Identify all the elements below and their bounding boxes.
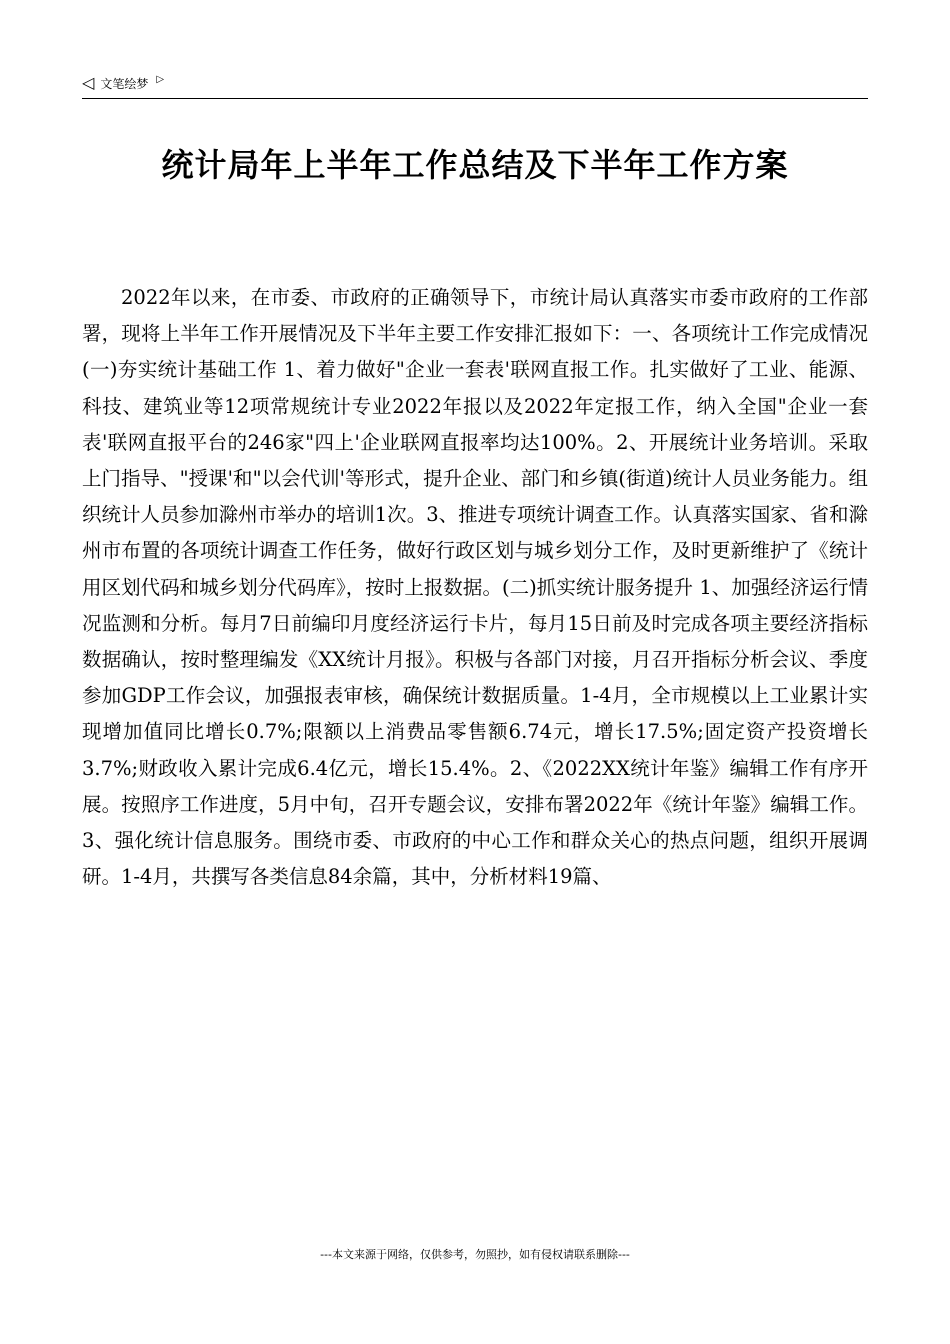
header-label: 文笔绘梦 (100, 76, 149, 91)
page-header (82, 72, 868, 99)
footer-notice: ---本文来源于网络，仅供参考，勿照抄，如有侵权请联系删除--- (320, 1248, 630, 1261)
left-triangle-outline-icon: ◁ (82, 73, 95, 92)
document-title: 统计局年上半年工作总结及下半年工作方案 (161, 146, 789, 184)
right-triangle-outline-icon: ▷ (156, 74, 165, 85)
header-row (82, 72, 868, 94)
document-body: 2022年以来，在市委、市政府的正确领导下，市统计局认真落实市委市政府的工作部署，现将上半年工作开展情况及下半年主要工作安排汇报如下：一、各项统计工作完成情况(一)夯实统计基础工作 1、着力做好"企业一套表'联网直报工作。扎实做好了工业、能源、科技、建筑业等12项常规统计专业2022年报以及2022年定报工作，纳入全国"企业一套表'联网直报平台的246家"四上'企业联网直报率均达100%。2、开展统计业务培训。采取上门指导、"授课'和"以会代训'等形式，提升企业、部门和乡镇(街道)统计人员业务能力。组织统计人员参加滁州市举办的培训1次。3、推进专项统计调查工作。认真落实国家、省和滁州市布置的各项统计调查工作任务，做好行政区划与城乡划分工作，及时更新维护了《统计用区划代码和城乡划分代码库》，按时上报数据。(二)抓实统计服务提升 1、加强经济运行情况监测和分析。每月7日前编印月度经济运行卡片，每月15日前及时完成各项主要经济指标数据确认，按时整理编发《XX统计月报》。积极与各部门对接，月召开指标分析会议、季度参加GDP工作会议，加强报表审核，确保统计数据质量。1-4月，全市规模以上工业累计实现增加值同比增长0.7%;限额以上消费品零售额6.74元，增长17.5%;固定资产投资增长3.7%;财政收入累计完成6.4亿元，增长15.4%。2、《2022XX统计年鉴》编辑工作有序开展。按照序工作进度，5月中旬，召开专题会议，安排布署2022年《统计年鉴》编辑工作。3、强化统计信息服务。围绕市委、市政府的中心工作和群众关心的热点问题，组织开展调研。1-4月，共撰写各类信息84余篇，其中，分析材料19篇、 (82, 286, 868, 889)
